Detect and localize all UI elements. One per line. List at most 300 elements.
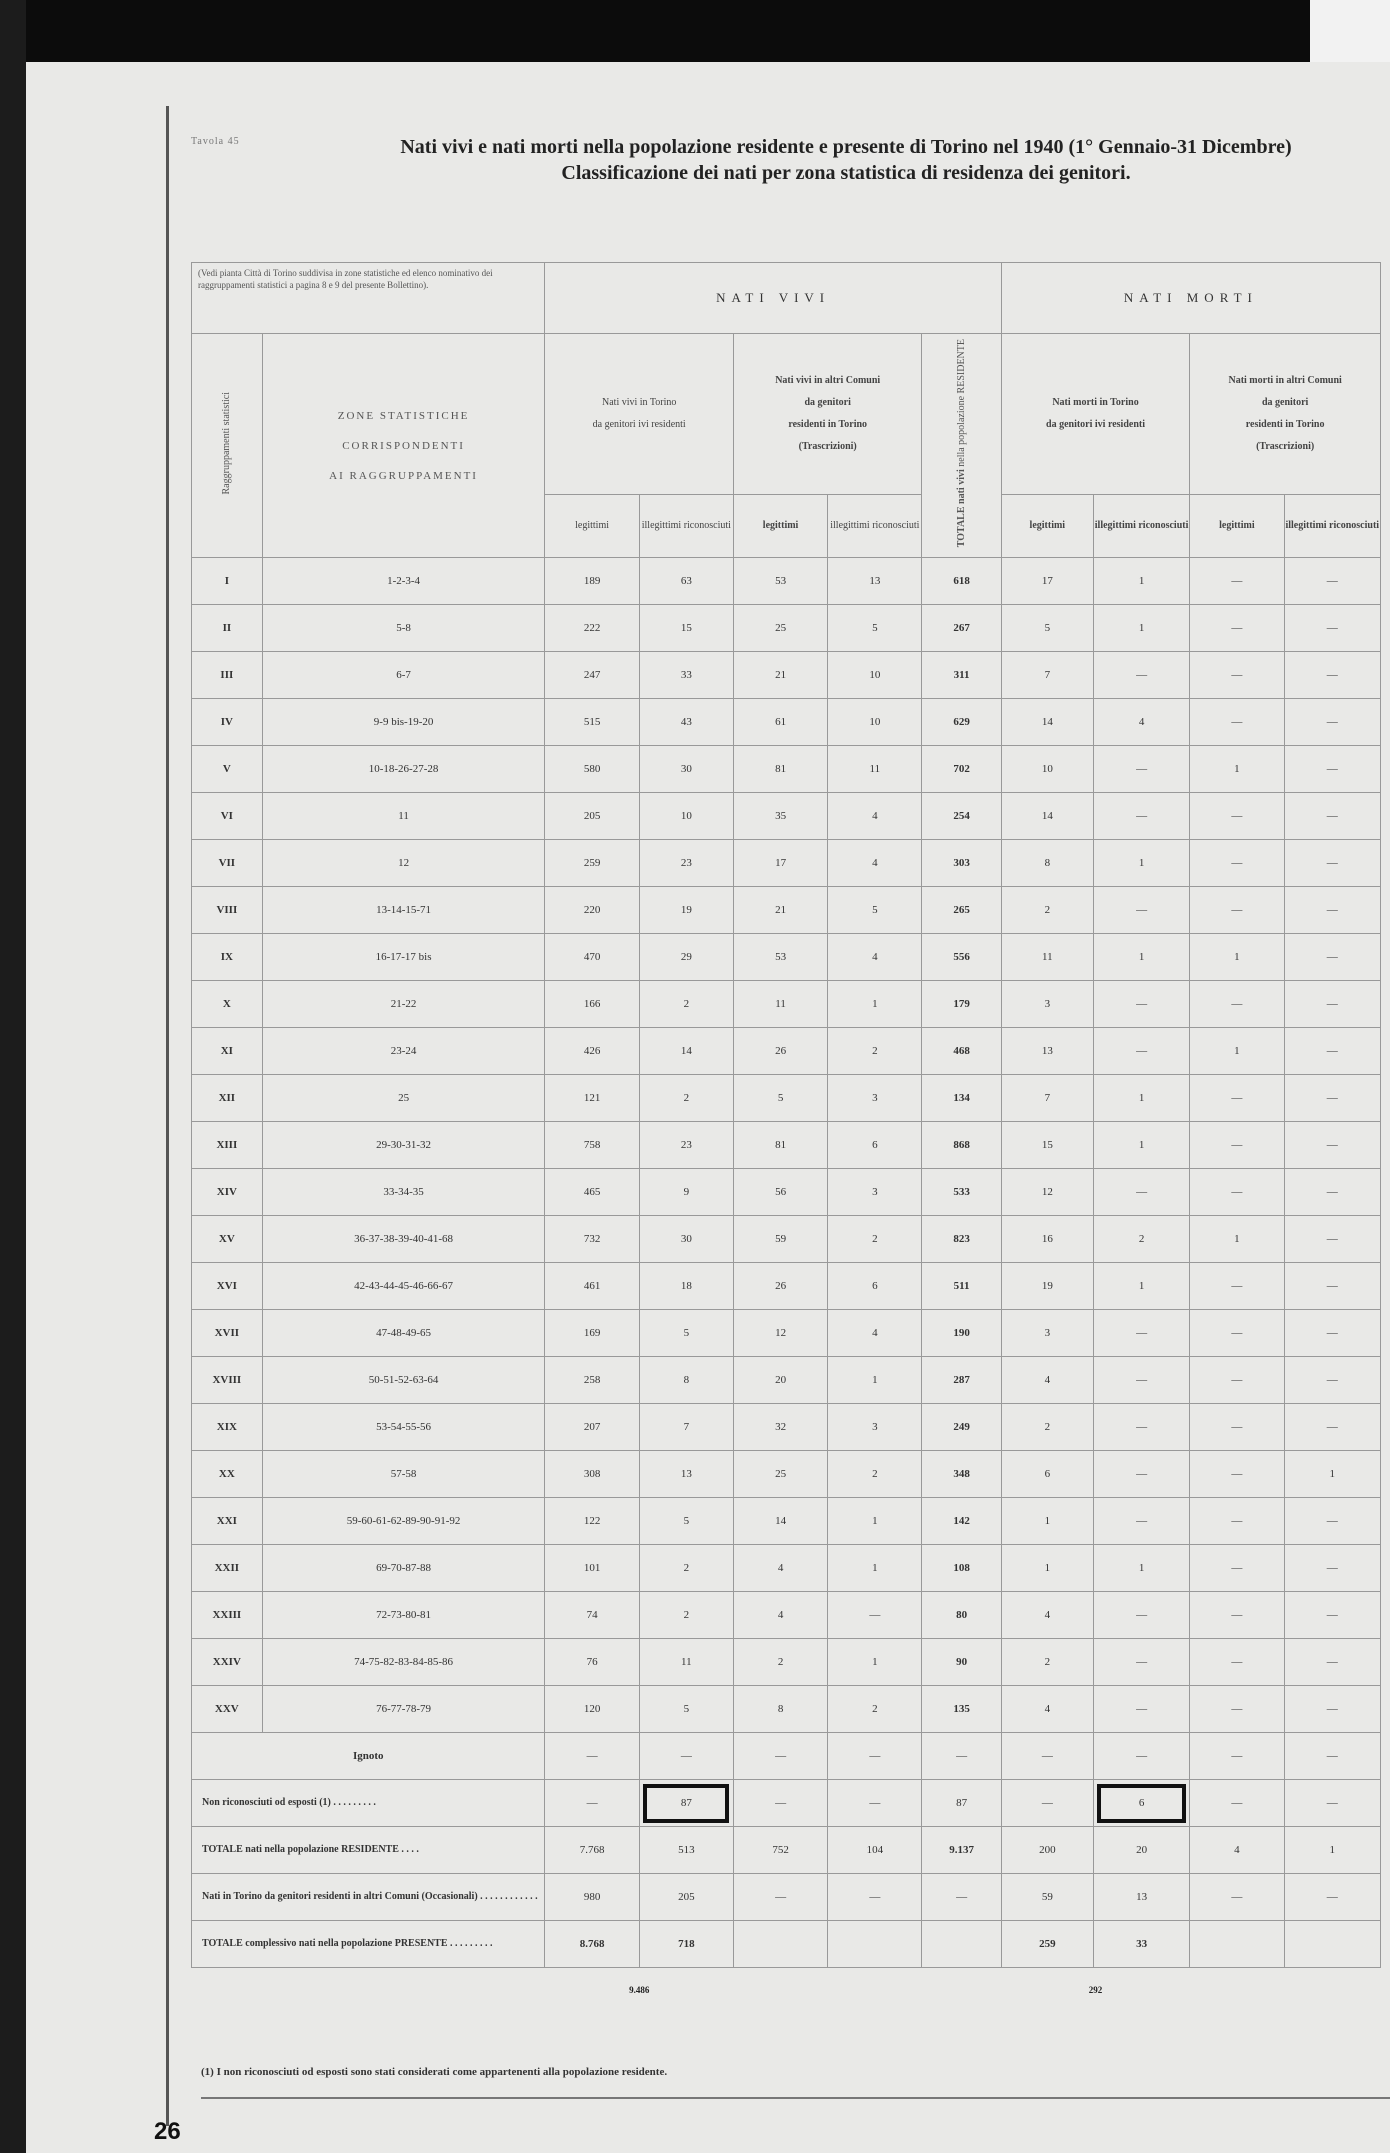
cell-e: 12 — [1001, 1169, 1093, 1216]
cell-f: — — [1093, 746, 1189, 793]
cell-a: 258 — [545, 1357, 639, 1404]
row-label: VI — [192, 793, 263, 840]
document-page — [26, 62, 1390, 2153]
row-label: XXII — [192, 1545, 263, 1592]
cell-h: — — [1284, 1263, 1380, 1310]
cell-h: — — [1284, 981, 1380, 1028]
cell-d: 4 — [828, 793, 922, 840]
cell-e: 13 — [1001, 1028, 1093, 1075]
cell-e: 4 — [1001, 1686, 1093, 1733]
row-label: XIII — [192, 1122, 263, 1169]
cell-t: 267 — [922, 605, 1001, 652]
table-row — [192, 1545, 1381, 1592]
cell-g: — — [1190, 1122, 1284, 1169]
cell-d: 2 — [828, 1216, 922, 1263]
cell-c: 14 — [733, 1498, 827, 1545]
col-nm-a-leg: legittimi — [1190, 495, 1284, 558]
zone-cell: 23-24 — [262, 1028, 545, 1075]
cell-b: 10 — [639, 793, 733, 840]
cell-d: 11 — [828, 746, 922, 793]
cell-a: 74 — [545, 1592, 639, 1639]
cell-d: 4 — [828, 934, 922, 981]
cell-f: 2 — [1093, 1216, 1189, 1263]
cell-h: — — [1284, 1075, 1380, 1122]
cell-t: 90 — [922, 1639, 1001, 1686]
cell-f: — — [1093, 1310, 1189, 1357]
cell-h: — — [1284, 1122, 1380, 1169]
row-label: XXIV — [192, 1639, 263, 1686]
cell-f: 1 — [1093, 1122, 1189, 1169]
row-label: II — [192, 605, 263, 652]
row-label: IV — [192, 699, 263, 746]
zone-cell: 9-9 bis-19-20 — [262, 699, 545, 746]
cell-e: 7 — [1001, 652, 1093, 699]
bracket-row — [192, 1968, 1381, 2013]
cell-c: 12 — [733, 1310, 827, 1357]
scan-corner — [1310, 0, 1390, 62]
cell-g: — — [1190, 605, 1284, 652]
cell-f: 1 — [1093, 840, 1189, 887]
table-row — [192, 793, 1381, 840]
cell-e: 3 — [1001, 981, 1093, 1028]
table-number: Tavola 45 — [191, 136, 240, 147]
cell-t: 868 — [922, 1122, 1001, 1169]
table-row — [192, 652, 1381, 699]
summary-ignoto: Ignoto — — — — — — — — — — [192, 1733, 1381, 1780]
cell-h: — — [1284, 1498, 1380, 1545]
cell-e: 6 — [1001, 1451, 1093, 1498]
cell-d: 3 — [828, 1404, 922, 1451]
zone-cell: 72-73-80-81 — [262, 1592, 545, 1639]
cell-h: — — [1284, 840, 1380, 887]
cell-c: 53 — [733, 558, 827, 605]
row-label: XV — [192, 1216, 263, 1263]
cell-f: — — [1093, 981, 1189, 1028]
cell-e: 5 — [1001, 605, 1093, 652]
cell-a: 101 — [545, 1545, 639, 1592]
cell-f: — — [1093, 652, 1189, 699]
summary-occasionali: Nati in Torino da genitori residenti in altri Comuni (Occasionali) . . . . . . . . . . . . 980 205 — — — 59 13 — — — [192, 1874, 1381, 1921]
table-row — [192, 1169, 1381, 1216]
table-summary — [192, 1733, 1381, 2013]
nm-altri-header: Nati morti in altri Comuni da genitori residenti in Torino (Trascrizioni) — [1190, 334, 1381, 495]
cell-a: 166 — [545, 981, 639, 1028]
cell-f: — — [1093, 1169, 1189, 1216]
cell-h: — — [1284, 1169, 1380, 1216]
row-label: XVII — [192, 1310, 263, 1357]
cell-h: — — [1284, 699, 1380, 746]
cell-g: — — [1190, 1639, 1284, 1686]
cell-d: 10 — [828, 699, 922, 746]
cell-t: 823 — [922, 1216, 1001, 1263]
cell-b: 2 — [639, 1075, 733, 1122]
page-number: 26 — [154, 2118, 181, 2145]
cell-f: — — [1093, 1451, 1189, 1498]
cell-f: 1 — [1093, 605, 1189, 652]
cell-c: 11 — [733, 981, 827, 1028]
table-row — [192, 1592, 1381, 1639]
table-row — [192, 887, 1381, 934]
cell-f: 1 — [1093, 1075, 1189, 1122]
cell-g: — — [1190, 652, 1284, 699]
cell-g: — — [1190, 1498, 1284, 1545]
cell-c: 35 — [733, 793, 827, 840]
cell-c: 81 — [733, 1122, 827, 1169]
cell-a: 465 — [545, 1169, 639, 1216]
cell-h: — — [1284, 1216, 1380, 1263]
zone-cell: 12 — [262, 840, 545, 887]
cell-g: 1 — [1190, 1028, 1284, 1075]
table-row — [192, 1639, 1381, 1686]
table-row — [192, 840, 1381, 887]
cell-h: — — [1284, 934, 1380, 981]
cell-t: 142 — [922, 1498, 1001, 1545]
cell-t: 511 — [922, 1263, 1001, 1310]
cell-c: 32 — [733, 1404, 827, 1451]
highlight-box-vivi: 87 — [639, 1780, 733, 1827]
zone-cell: 21-22 — [262, 981, 545, 1028]
cell-d: 1 — [828, 1639, 922, 1686]
cell-b: 15 — [639, 605, 733, 652]
zone-cell: 47-48-49-65 — [262, 1310, 545, 1357]
cell-b: 11 — [639, 1639, 733, 1686]
cell-c: 20 — [733, 1357, 827, 1404]
cell-e: 3 — [1001, 1310, 1093, 1357]
row-label: XX — [192, 1451, 263, 1498]
zone-cell: 16-17-17 bis — [262, 934, 545, 981]
cell-g: — — [1190, 1357, 1284, 1404]
cell-b: 19 — [639, 887, 733, 934]
cell-h: — — [1284, 793, 1380, 840]
cell-t: 311 — [922, 652, 1001, 699]
row-label: XIX — [192, 1404, 263, 1451]
col-raggruppamenti: Raggruppamenti statistici — [192, 334, 263, 558]
cell-e: 4 — [1001, 1357, 1093, 1404]
cell-t: 108 — [922, 1545, 1001, 1592]
cell-t: 629 — [922, 699, 1001, 746]
cell-e: 14 — [1001, 793, 1093, 840]
cell-t: 702 — [922, 746, 1001, 793]
cell-b: 43 — [639, 699, 733, 746]
cell-t: 249 — [922, 1404, 1001, 1451]
summary-totale-presente: TOTALE complessivo nati nella popolazione PRESENTE . . . . . . . . . 8.768 718 259 33 — [192, 1921, 1381, 1968]
cell-a: 259 — [545, 840, 639, 887]
cell-t: 287 — [922, 1357, 1001, 1404]
cell-g: — — [1190, 1169, 1284, 1216]
cell-g: — — [1190, 699, 1284, 746]
cell-c: 26 — [733, 1028, 827, 1075]
cell-g: — — [1190, 1310, 1284, 1357]
cell-a: 205 — [545, 793, 639, 840]
col-nv-t-ill: illegittimi riconosciuti — [639, 495, 733, 558]
cell-e: 14 — [1001, 699, 1093, 746]
cell-b: 23 — [639, 840, 733, 887]
cell-t: 190 — [922, 1310, 1001, 1357]
zone-cell: 11 — [262, 793, 545, 840]
table-row — [192, 981, 1381, 1028]
cell-g: — — [1190, 1404, 1284, 1451]
table-row — [192, 699, 1381, 746]
bracket-total-morti: 292 — [1088, 1985, 1103, 1995]
cell-d: 6 — [828, 1263, 922, 1310]
zone-cell: 74-75-82-83-84-85-86 — [262, 1639, 545, 1686]
cell-d: — — [828, 1592, 922, 1639]
zone-cell: 36-37-38-39-40-41-68 — [262, 1216, 545, 1263]
cell-h: — — [1284, 1028, 1380, 1075]
cell-t: 80 — [922, 1592, 1001, 1639]
cell-d: 10 — [828, 652, 922, 699]
cell-a: 220 — [545, 887, 639, 934]
zone-cell: 57-58 — [262, 1451, 545, 1498]
cell-b: 5 — [639, 1686, 733, 1733]
cell-t: 179 — [922, 981, 1001, 1028]
cell-d: 3 — [828, 1075, 922, 1122]
cell-h: — — [1284, 1686, 1380, 1733]
row-label: XVI — [192, 1263, 263, 1310]
cell-c: 26 — [733, 1263, 827, 1310]
cell-b: 63 — [639, 558, 733, 605]
cell-t: 348 — [922, 1451, 1001, 1498]
cell-t: 135 — [922, 1686, 1001, 1733]
row-label: I — [192, 558, 263, 605]
scan-left-border — [0, 0, 26, 2153]
table-row — [192, 934, 1381, 981]
cell-g: 1 — [1190, 934, 1284, 981]
cell-e: 2 — [1001, 1404, 1093, 1451]
cell-d: 1 — [828, 1357, 922, 1404]
table-row — [192, 1686, 1381, 1733]
cell-e: 2 — [1001, 1639, 1093, 1686]
cell-f: — — [1093, 1686, 1189, 1733]
row-label: XI — [192, 1028, 263, 1075]
cell-d: 5 — [828, 605, 922, 652]
bottom-rule — [201, 2097, 1390, 2099]
cell-e: 11 — [1001, 934, 1093, 981]
cell-f: — — [1093, 887, 1189, 934]
cell-t: 254 — [922, 793, 1001, 840]
cell-c: 17 — [733, 840, 827, 887]
zone-cell: 6-7 — [262, 652, 545, 699]
cell-a: 76 — [545, 1639, 639, 1686]
row-label: V — [192, 746, 263, 793]
cell-f: — — [1093, 1498, 1189, 1545]
zone-cell: 59-60-61-62-89-90-91-92 — [262, 1498, 545, 1545]
cell-g: — — [1190, 793, 1284, 840]
cell-f: — — [1093, 1028, 1189, 1075]
cell-g: — — [1190, 887, 1284, 934]
cell-d: 6 — [828, 1122, 922, 1169]
cell-f: 1 — [1093, 1263, 1189, 1310]
table-row — [192, 1357, 1381, 1404]
col-nv-a-ill: illegittimi riconosciuti — [828, 495, 922, 558]
zone-cell: 13-14-15-71 — [262, 887, 545, 934]
row-label: XXI — [192, 1498, 263, 1545]
zone-cell: 33-34-35 — [262, 1169, 545, 1216]
cell-t: 265 — [922, 887, 1001, 934]
table-body — [192, 558, 1381, 1733]
cell-c: 61 — [733, 699, 827, 746]
cell-c: 25 — [733, 605, 827, 652]
cell-h: — — [1284, 605, 1380, 652]
table-row — [192, 1122, 1381, 1169]
cell-a: 308 — [545, 1451, 639, 1498]
row-label: X — [192, 981, 263, 1028]
table-row — [192, 1310, 1381, 1357]
col-nm-t-ill: illegittimi riconosciuti — [1093, 495, 1189, 558]
zone-cell: 5-8 — [262, 605, 545, 652]
cell-c: 4 — [733, 1592, 827, 1639]
table-row — [192, 1263, 1381, 1310]
col-nm-a-ill: illegittimi riconosciuti — [1284, 495, 1380, 558]
row-label: III — [192, 652, 263, 699]
highlight-box-morti: 6 — [1093, 1780, 1189, 1827]
cell-g: 1 — [1190, 746, 1284, 793]
cell-b: 5 — [639, 1498, 733, 1545]
cell-e: 19 — [1001, 1263, 1093, 1310]
zone-cell: 42-43-44-45-46-66-67 — [262, 1263, 545, 1310]
cell-f: 4 — [1093, 699, 1189, 746]
table-row — [192, 1075, 1381, 1122]
binding-line — [166, 106, 169, 2126]
cell-a: 189 — [545, 558, 639, 605]
statistics-table — [191, 262, 1381, 2012]
cell-g: — — [1190, 1263, 1284, 1310]
cell-t: 556 — [922, 934, 1001, 981]
table-row — [192, 605, 1381, 652]
cell-b: 8 — [639, 1357, 733, 1404]
cell-e: 15 — [1001, 1122, 1093, 1169]
footnote: (1) I non riconosciuti od esposti sono stati considerati come appartenenti alla popolazione residente. — [201, 2066, 668, 2078]
cell-a: 207 — [545, 1404, 639, 1451]
col-zone: ZONE STATISTICHE CORRISPONDENTI AI RAGGRUPPAMENTI — [262, 334, 545, 558]
cell-g: — — [1190, 558, 1284, 605]
cell-h: — — [1284, 1310, 1380, 1357]
cell-g: — — [1190, 1592, 1284, 1639]
cell-t: 533 — [922, 1169, 1001, 1216]
zone-cell: 1-2-3-4 — [262, 558, 545, 605]
cell-f: — — [1093, 1592, 1189, 1639]
summary-non-riconosciuti: Non riconosciuti od esposti (1) . . . . . . . . . — 87 — — 87 — 6 — — — [192, 1780, 1381, 1827]
cell-a: 247 — [545, 652, 639, 699]
cell-b: 18 — [639, 1263, 733, 1310]
cell-g: — — [1190, 840, 1284, 887]
cell-h: — — [1284, 1639, 1380, 1686]
group-nati-vivi: NATI VIVI — [545, 263, 1001, 334]
table-row — [192, 1028, 1381, 1075]
title-line-1: Nati vivi e nati morti nella popolazione residente e presente di Torino nel 1940 (1° Gennaio-31 Dicembre) — [400, 136, 1292, 158]
zone-cell: 10-18-26-27-28 — [262, 746, 545, 793]
cell-e: 1 — [1001, 1545, 1093, 1592]
header-note: (Vedi pianta Città di Torino suddivisa in zone statistiche ed elenco nominativo dei raggruppamenti statistici a pagina 8 e 9 del presente Bollettino). — [192, 263, 545, 334]
cell-h: — — [1284, 1592, 1380, 1639]
cell-c: 53 — [733, 934, 827, 981]
cell-b: 5 — [639, 1310, 733, 1357]
cell-h: 1 — [1284, 1451, 1380, 1498]
cell-d: 2 — [828, 1451, 922, 1498]
cell-c: 56 — [733, 1169, 827, 1216]
table-row — [192, 558, 1381, 605]
cell-h: — — [1284, 1545, 1380, 1592]
cell-b: 2 — [639, 1545, 733, 1592]
bracket-total-vivi: 9.486 — [629, 1985, 650, 1995]
table-row — [192, 1498, 1381, 1545]
cell-c: 2 — [733, 1639, 827, 1686]
cell-b: 2 — [639, 1592, 733, 1639]
cell-h: — — [1284, 558, 1380, 605]
table-row — [192, 1216, 1381, 1263]
row-label: VII — [192, 840, 263, 887]
cell-f: 1 — [1093, 1545, 1189, 1592]
cell-a: 461 — [545, 1263, 639, 1310]
cell-e: 1 — [1001, 1498, 1093, 1545]
cell-d: 1 — [828, 981, 922, 1028]
cell-t: 468 — [922, 1028, 1001, 1075]
cell-a: 470 — [545, 934, 639, 981]
cell-f: — — [1093, 1639, 1189, 1686]
cell-a: 732 — [545, 1216, 639, 1263]
cell-g: — — [1190, 1075, 1284, 1122]
cell-b: 9 — [639, 1169, 733, 1216]
title-line-2: Classificazione dei nati per zona statistica di residenza dei genitori. — [561, 162, 1131, 184]
row-label: XXV — [192, 1686, 263, 1733]
cell-d: 1 — [828, 1498, 922, 1545]
cell-e: 17 — [1001, 558, 1093, 605]
cell-b: 30 — [639, 1216, 733, 1263]
cell-a: 515 — [545, 699, 639, 746]
cell-a: 222 — [545, 605, 639, 652]
page-title — [306, 134, 1386, 186]
cell-b: 29 — [639, 934, 733, 981]
cell-a: 169 — [545, 1310, 639, 1357]
cell-c: 59 — [733, 1216, 827, 1263]
cell-f: — — [1093, 793, 1189, 840]
zone-cell: 69-70-87-88 — [262, 1545, 545, 1592]
cell-h: — — [1284, 1404, 1380, 1451]
cell-b: 30 — [639, 746, 733, 793]
cell-e: 16 — [1001, 1216, 1093, 1263]
zone-cell: 29-30-31-32 — [262, 1122, 545, 1169]
cell-c: 21 — [733, 887, 827, 934]
cell-b: 7 — [639, 1404, 733, 1451]
zone-cell: 50-51-52-63-64 — [262, 1357, 545, 1404]
cell-b: 14 — [639, 1028, 733, 1075]
zone-cell: 25 — [262, 1075, 545, 1122]
cell-t: 618 — [922, 558, 1001, 605]
cell-g: — — [1190, 981, 1284, 1028]
cell-f: — — [1093, 1404, 1189, 1451]
cell-h: — — [1284, 1357, 1380, 1404]
zone-cell: 53-54-55-56 — [262, 1404, 545, 1451]
scan-top-border — [0, 0, 1390, 62]
table-row — [192, 1451, 1381, 1498]
cell-d: 13 — [828, 558, 922, 605]
cell-d: 2 — [828, 1686, 922, 1733]
table-row — [192, 746, 1381, 793]
nv-torino-header: Nati vivi in Torino da genitori ivi residenti — [545, 334, 734, 495]
cell-b: 33 — [639, 652, 733, 699]
cell-f: — — [1093, 1357, 1189, 1404]
cell-c: 8 — [733, 1686, 827, 1733]
cell-g: — — [1190, 1545, 1284, 1592]
row-label: XVIII — [192, 1357, 263, 1404]
cell-e: 10 — [1001, 746, 1093, 793]
cell-d: 2 — [828, 1028, 922, 1075]
group-nati-morti: NATI MORTI — [1001, 263, 1380, 334]
cell-e: 8 — [1001, 840, 1093, 887]
col-nv-a-leg: legittimi — [733, 495, 827, 558]
cell-f: 1 — [1093, 934, 1189, 981]
cell-a: 121 — [545, 1075, 639, 1122]
